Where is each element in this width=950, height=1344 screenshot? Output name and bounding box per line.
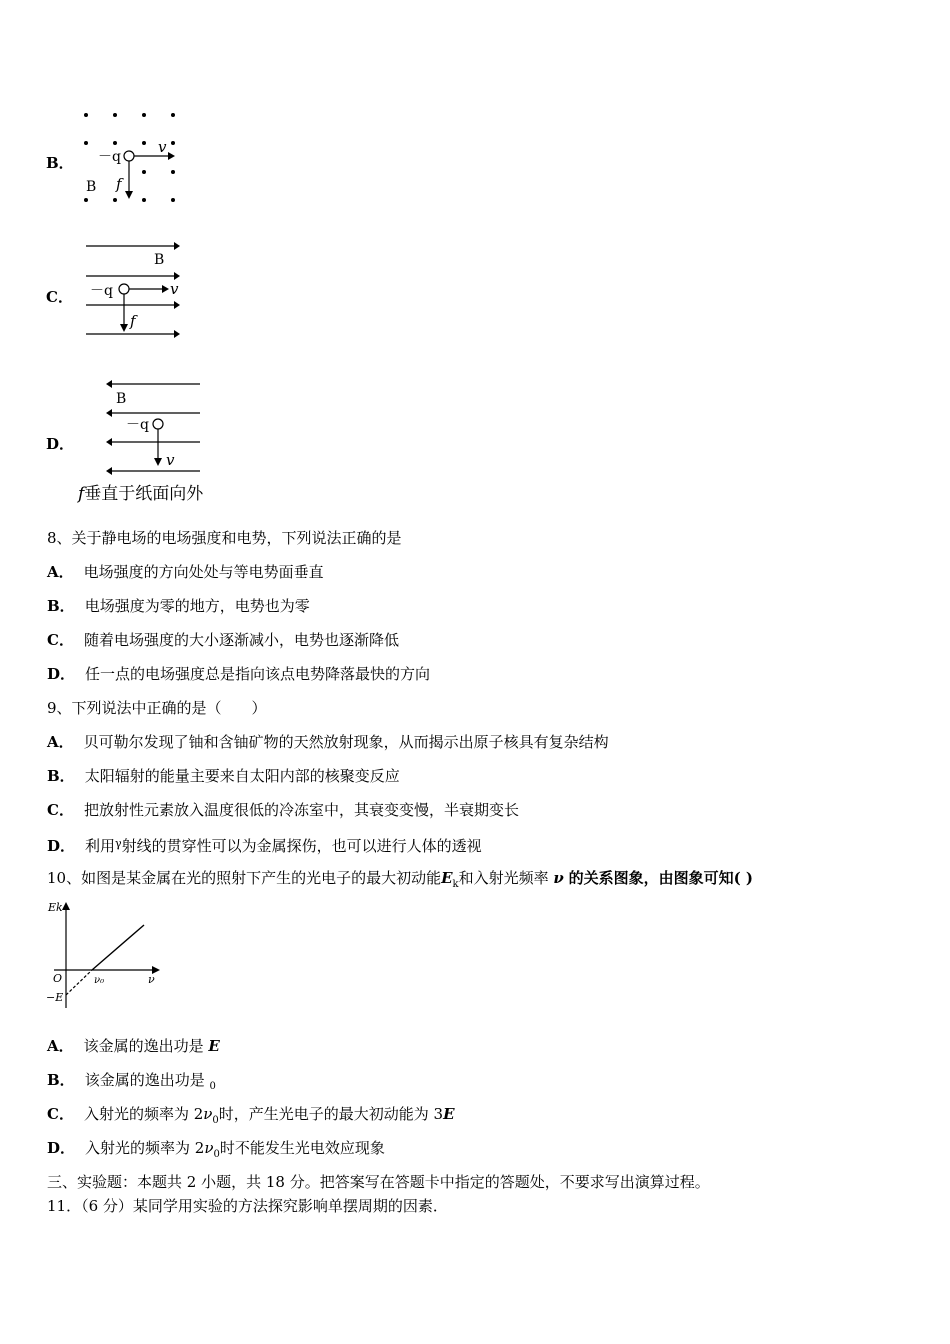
field-label: B	[86, 179, 97, 195]
q10-choice-d[interactable]: D． 入射光的频率为 $2\nu_0$时不能发生光电效应现象	[47, 1139, 385, 1160]
q9-choice-c[interactable]: C． 把放射性元素放入温度很低的冷冻室中，其衰变变慢，半衰期变长	[47, 801, 519, 819]
q10-choice-c[interactable]: C． 入射光的频率为 $2\nu_0$时，产生光电子的最大初动能为 3E	[47, 1105, 455, 1126]
charge-label: －q	[98, 149, 121, 165]
charge-label: －q	[90, 283, 113, 299]
option-c-diagram	[80, 238, 190, 343]
option-d-diagram	[100, 376, 210, 476]
q8-choice-c[interactable]: C． 随着电场强度的大小逐渐减小，电势也逐渐降低	[47, 631, 399, 649]
origin-label: O	[53, 972, 63, 985]
q8-stem: 8、关于静电场的电场强度和电势，下列说法正确的是	[47, 529, 402, 547]
q9-stem: 9、下列说法中正确的是（ ）	[47, 699, 267, 717]
velocity-label: v	[166, 451, 175, 469]
force-direction-note: f垂直于纸面向外	[78, 484, 204, 504]
q10-graph	[44, 898, 169, 1016]
section3-heading: 三、实验题：本题共 2 小题，共 18 分。把答案写在答题卡中指定的答题处，不要求写出演算过程。	[47, 1173, 710, 1191]
q10-choice-a[interactable]: A． 该金属的逸出功是 E	[47, 1037, 220, 1055]
q8-choice-b[interactable]: B． 电场强度为零的地方，电势也为零	[47, 597, 310, 615]
q9-choice-b[interactable]: B． 太阳辐射的能量主要来自太阳内部的核聚变反应	[47, 767, 400, 785]
force-label: f	[116, 175, 122, 193]
q8-choice-d[interactable]: D． 任一点的电场强度总是指向该点电势降落最快的方向	[47, 665, 431, 683]
charge-label: －q	[126, 417, 149, 433]
velocity-label: v	[158, 138, 167, 156]
x-axis-label: ν	[148, 973, 155, 986]
y-intercept-label: −E	[46, 991, 64, 1004]
q9-choice-a[interactable]: A． 贝可勒尔发现了铀和含铀矿物的天然放射现象，从而揭示出原子核具有复杂结构	[47, 733, 609, 751]
q11-stem: 11．（6 分）某同学用实验的方法探究影响单摆周期的因素．	[47, 1197, 448, 1215]
option-b-diagram	[78, 105, 188, 210]
option-d-label: D．	[46, 435, 75, 453]
q10-stem: 10、如图是某金属在光的照射下产生的光电子的最大初动能$E_k$和入射光频率 ν 的关系图象，由图象可知( )	[47, 869, 754, 890]
y-axis-label: Ek	[48, 901, 63, 914]
force-label: f	[130, 312, 136, 330]
ek-extension	[66, 970, 92, 995]
option-b-label: B．	[46, 154, 74, 172]
field-label: B	[154, 252, 165, 268]
ek-line	[92, 925, 144, 970]
q10-choice-b[interactable]: B． 该金属的逸出功是 $_0$	[47, 1071, 216, 1092]
option-c-label: C．	[46, 288, 73, 306]
velocity-label: v	[170, 280, 179, 298]
q9-choice-d[interactable]: D． 利用$^\gamma$射线的贯穿性可以为金属探伤，也可以进行人体的透视	[47, 837, 482, 855]
q8-choice-a[interactable]: A． 电场强度的方向处处与等电势面垂直	[47, 563, 324, 581]
x-intercept-label: ν₀	[94, 975, 105, 986]
field-label: B	[116, 391, 127, 407]
